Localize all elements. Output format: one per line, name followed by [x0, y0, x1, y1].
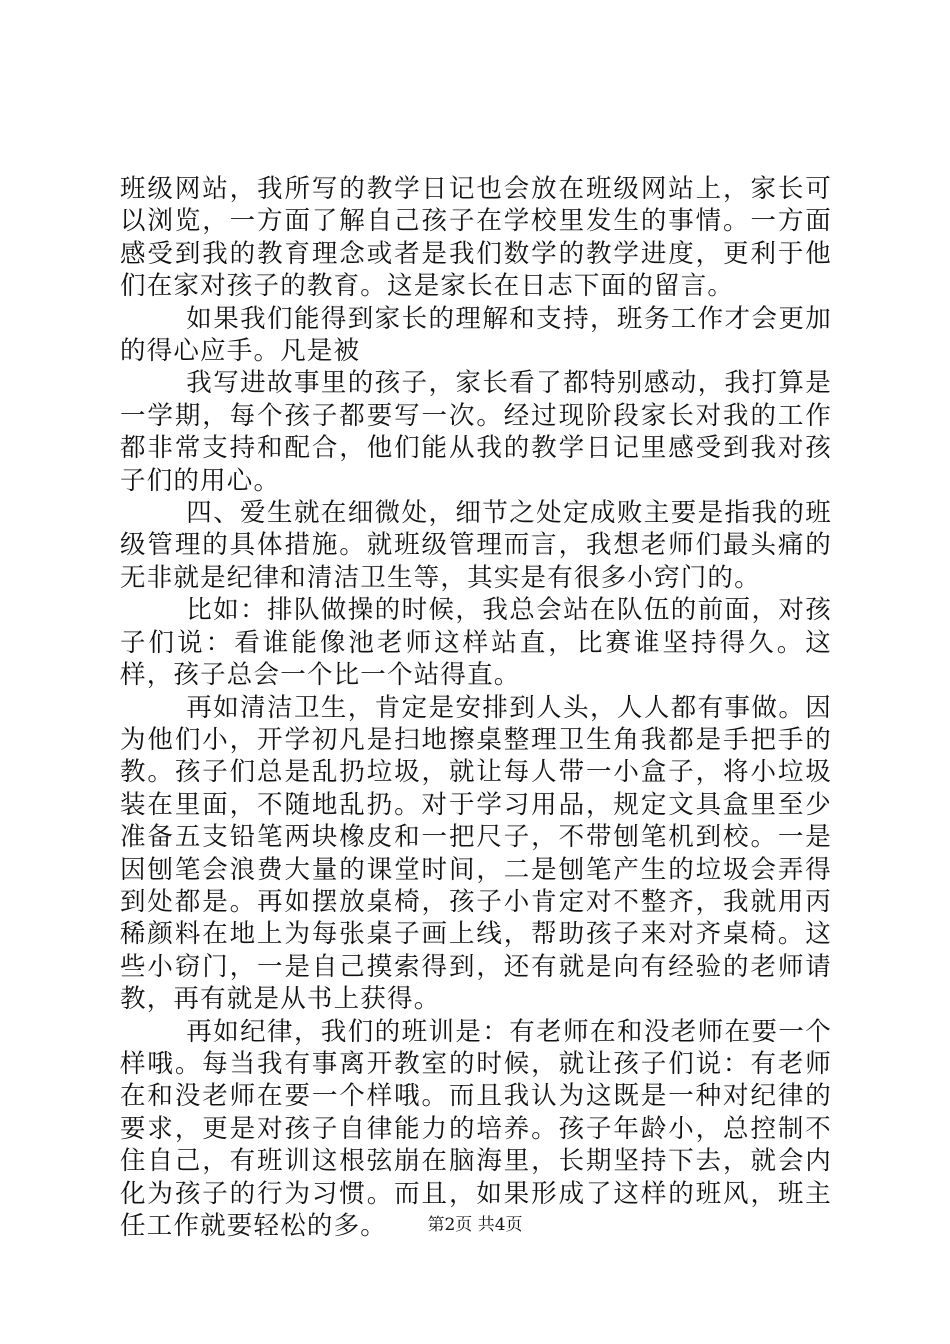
- paragraph-parent-support: 如果我们能得到家长的理解和支持，班务工作才会更加的得心应手。凡是被: [120, 303, 832, 367]
- paragraph-story-children: 我写进故事里的孩子，家长看了都特别感动，我打算是一学期，每个孩子都要写一次。经过现阶段家长对我的工作都非常支持和配合，他们能从我的教学日记里感受到我对孩子们的用心。: [120, 368, 832, 496]
- paragraph-discipline-example: 再如纪律，我们的班训是：有老师在和没老师在要一个样哦。每当我有事离开教室的时候，就让孩子们说：有老师在和没老师在要一个样哦。而且我认为这既是一种对纪律的要求，更是对孩子自律能力的培养。孩子年龄小，总控制不住自己，有班训这根弦崩在脑海里，长期坚持下去，就会内化为孩子的行为习惯。而且，如果形成了这样的班风，班主任工作就要轻松的多。: [120, 1016, 832, 1241]
- paragraph-section-four: 四、爱生就在细微处，细节之处定成败主要是指我的班级管理的具体措施。就班级管理而言，我想老师们最头痛的无非就是纪律和清洁卫生等，其实是有很多小窍门的。: [120, 498, 832, 593]
- paragraph-cleaning-example: 再如清洁卫生，肯定是安排到人头，人人都有事做。因为他们小，开学初凡是扫地擦桌整理卫生角我都是手把手的教。孩子们总是乱扔垃圾，就让每人带一小盒子，将小垃圾装在里面，不随地乱扔。对于学习用品，规定文具盒里至少准备五支铅笔两块橡皮和一把尺子，不带刨笔机到校。一是因刨笔会浪费大量的课堂时间，二是刨笔产生的垃圾会弄得到处都是。再如摆放桌椅，孩子小肯定对不整齐，我就用丙稀颜料在地上为每张桌子画上线，帮助孩子来对齐桌椅。这些小窃门，一是自己摸索得到，还有就是向有经验的老师请教，再有就是从书上获得。: [120, 692, 832, 1015]
- paragraph-continuation: 班级网站，我所写的教学日记也会放在班级网站上，家长可以浏览，一方面了解自己孩子在学校里发生的事情。一方面感受到我的教育理念或者是我们数学的教学进度，更利于他们在家对孩子的教育。这是家长在日志下面的留言。: [120, 174, 832, 302]
- paragraph-exercise-example: 比如：排队做操的时候，我总会站在队伍的前面，对孩子们说：看谁能像池老师这样站直，比赛谁坚持得久。这样，孩子总会一个比一个站得直。: [120, 595, 832, 691]
- document-body: [120, 173, 832, 1242]
- page-footer: 第2页 共4页: [427, 1215, 523, 1235]
